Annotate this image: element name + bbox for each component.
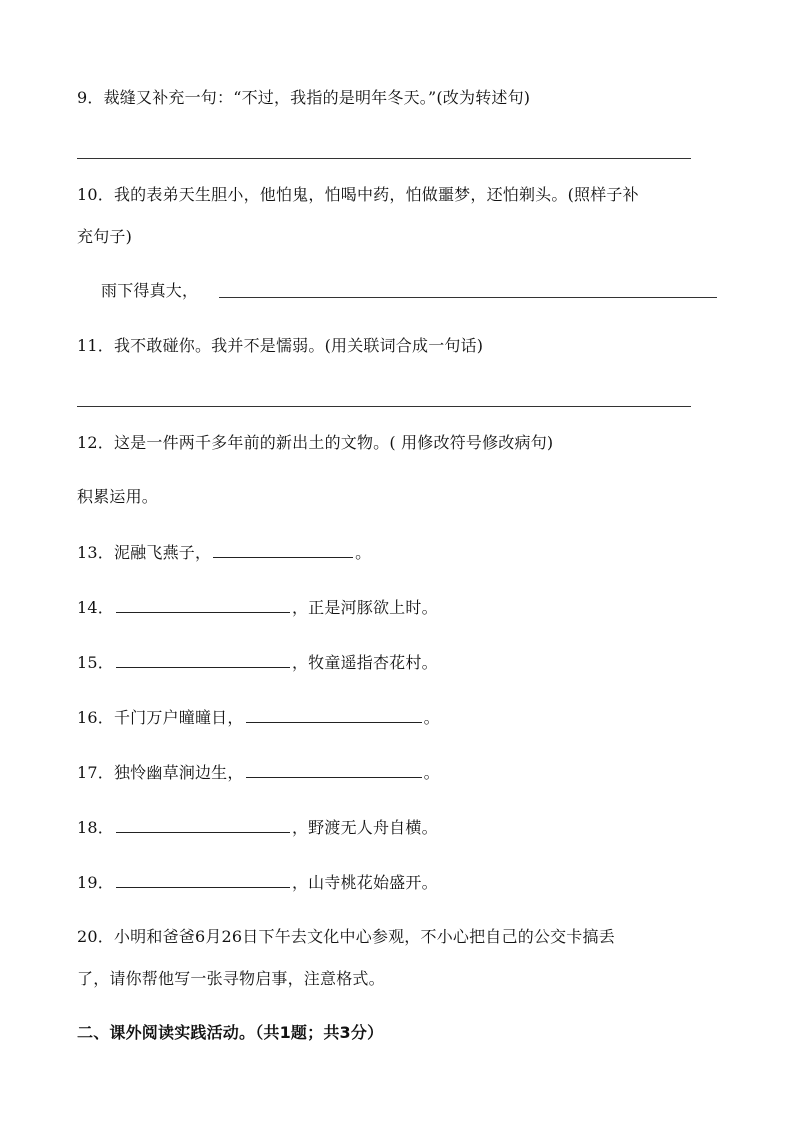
question-19 xyxy=(77,871,438,894)
question-11 xyxy=(77,335,483,357)
fill-blank[interactable] xyxy=(246,706,422,723)
question-number: 14． xyxy=(77,598,114,617)
poem-line: ，野渡无人舟自横。 xyxy=(291,818,438,837)
example-prefix: 雨下得真大， xyxy=(101,281,199,300)
question-number: 10． xyxy=(77,185,114,204)
question-text: 我的表弟天生胆小，他怕鬼，怕喝中药，怕做噩梦，还怕剃头。(照样子补 xyxy=(113,185,639,204)
answer-line[interactable] xyxy=(77,158,691,159)
question-10-continued xyxy=(77,226,132,248)
question-number: 11． xyxy=(77,336,114,355)
poem-line: ，正是河豚欲上时。 xyxy=(291,598,438,617)
question-12 xyxy=(77,432,553,454)
question-text: 我不敢碰你。我并不是懦弱。(用关联词合成一句话) xyxy=(113,336,484,355)
answer-line[interactable] xyxy=(77,406,691,407)
fill-blank[interactable] xyxy=(116,871,290,888)
question-10-example xyxy=(101,280,198,302)
question-number: 13． xyxy=(77,543,114,562)
question-number: 20． xyxy=(77,927,114,946)
question-text: 充句子) xyxy=(77,227,133,246)
question-14 xyxy=(77,596,438,619)
answer-line[interactable] xyxy=(219,297,717,298)
question-number: 18． xyxy=(77,818,114,837)
fill-blank[interactable] xyxy=(116,596,290,613)
fill-blank[interactable] xyxy=(246,761,422,778)
question-20-continued xyxy=(77,968,385,990)
question-number: 19． xyxy=(77,873,114,892)
fill-blank[interactable] xyxy=(116,816,290,833)
punctuation: 。 xyxy=(355,543,372,562)
poem-line: 千门万户曈曈日， xyxy=(113,708,244,727)
question-15 xyxy=(77,651,438,674)
poem-line: 独怜幽草涧边生， xyxy=(113,763,244,782)
question-16 xyxy=(77,706,440,729)
question-number: 15． xyxy=(77,653,114,672)
question-9 xyxy=(77,87,530,109)
question-number: 12． xyxy=(77,433,114,452)
punctuation: 。 xyxy=(423,708,440,727)
question-10 xyxy=(77,184,639,206)
question-17 xyxy=(77,761,440,784)
poem-line: 泥融飞燕子， xyxy=(113,543,212,562)
question-number: 9． xyxy=(77,88,104,107)
question-text: 这是一件两千多年前的新出土的文物。( 用修改符号修改病句) xyxy=(113,433,554,452)
question-text: 了，请你帮他写一张寻物启事，注意格式。 xyxy=(77,969,385,988)
section-2-heading: 二、课外阅读实践活动。（共1题；共3分） xyxy=(77,1023,384,1042)
question-20 xyxy=(77,926,615,948)
section-heading: 积累运用。 xyxy=(77,487,159,506)
poem-line: ，牧童遥指杏花村。 xyxy=(291,653,438,672)
question-text: 小明和爸爸6月26日下午去文化中心参观，不小心把自己的公交卡搞丢 xyxy=(113,927,615,946)
question-number: 17． xyxy=(77,763,114,782)
question-number: 16． xyxy=(77,708,114,727)
fill-blank[interactable] xyxy=(116,651,290,668)
poem-line: ，山寺桃花始盛开。 xyxy=(291,873,438,892)
fill-blank[interactable] xyxy=(213,541,353,558)
question-13 xyxy=(77,541,371,564)
punctuation: 。 xyxy=(423,763,440,782)
question-18 xyxy=(77,816,438,839)
question-text: 裁缝又补充一句：“不过，我指的是明年冬天。”(改为转述句) xyxy=(103,88,531,107)
